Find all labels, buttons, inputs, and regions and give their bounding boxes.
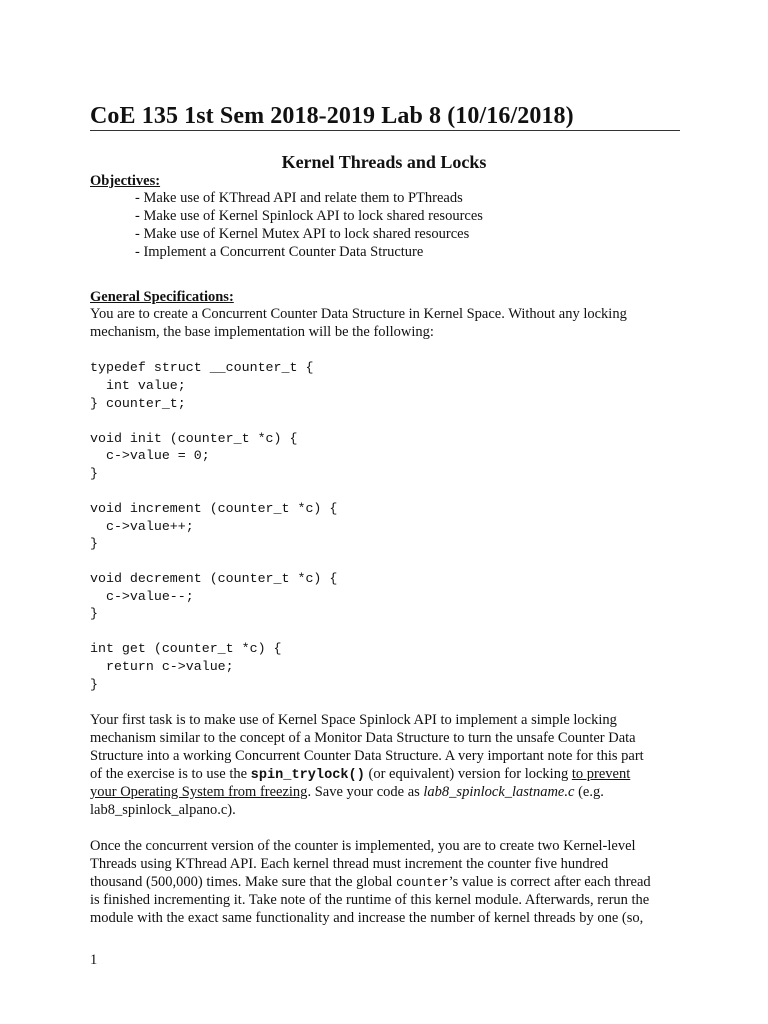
first-task-line: lab8_spinlock_alpano.c). — [90, 802, 236, 818]
general-spec-line: mechanism, the base implementation will be the following: — [90, 324, 434, 340]
first-task-line — [90, 766, 630, 783]
second-task-text: thousand (500,000) times. Make sure that the global — [90, 874, 397, 890]
first-task-text: (e.g. — [574, 784, 604, 800]
code-line: c->value = 0; — [90, 448, 210, 463]
code-line: } counter_t; — [90, 396, 186, 411]
document-title: CoE 135 1st Sem 2018-2019 Lab 8 (10/16/2018) — [90, 103, 574, 129]
filename-italic: lab8_spinlock_lastname.c — [423, 784, 575, 800]
counter-code: counter — [396, 876, 449, 890]
objective-item: - Make use of Kernel Mutex API to lock shared resources — [135, 226, 470, 242]
code-line: void increment (counter_t *c) { — [90, 501, 338, 516]
second-task-text: ’s value is correct after each thread — [448, 874, 651, 890]
first-task-line: Your first task is to make use of Kernel Space Spinlock API to implement a simple locking — [90, 712, 617, 728]
first-task-text: of the exercise is to use the — [90, 766, 251, 782]
first-task-line: Structure into a working Concurrent Counter Data Structure. A very important note for this part — [90, 748, 644, 764]
page-number: 1 — [90, 952, 98, 968]
code-line: typedef struct __counter_t { — [90, 360, 314, 375]
spin-trylock-code: spin_trylock() — [250, 768, 365, 783]
emphasis-underline: your Operating System from freezing — [90, 784, 308, 800]
objective-item: - Implement a Concurrent Counter Data Structure — [135, 244, 424, 260]
title-divider — [90, 130, 680, 131]
code-line: c->value++; — [90, 519, 194, 534]
code-line: int value; — [90, 378, 186, 393]
code-line: } — [90, 536, 98, 551]
first-task-text: (or equivalent) version for locking — [364, 766, 572, 782]
first-task-line: mechanism similar to the concept of a Monitor Data Structure to turn the unsafe Counter Data — [90, 730, 636, 746]
document-subtitle: Kernel Threads and Locks — [281, 152, 487, 172]
code-line: void decrement (counter_t *c) { — [90, 571, 338, 586]
second-task-line: Threads using KThread API. Each kernel thread must increment the counter five hundred — [90, 856, 609, 872]
code-line: void init (counter_t *c) { — [90, 431, 298, 446]
code-line: } — [90, 677, 98, 692]
objective-item: - Make use of KThread API and relate them to PThreads — [135, 190, 463, 206]
emphasis-underline: to prevent — [571, 766, 631, 782]
general-spec-heading: General Specifications: — [90, 289, 234, 305]
objective-item: - Make use of Kernel Spinlock API to lock shared resources — [135, 208, 483, 224]
code-line: } — [90, 466, 98, 481]
code-line: } — [90, 606, 98, 621]
first-task-line — [90, 784, 604, 801]
general-spec-line: You are to create a Concurrent Counter Data Structure in Kernel Space. Without any locking — [90, 306, 627, 322]
code-line: int get (counter_t *c) { — [90, 641, 282, 656]
objectives-heading: Objectives: — [90, 173, 161, 189]
second-task-line: Once the concurrent version of the counter is implemented, you are to create two Kernel-level — [90, 838, 636, 854]
code-line: c->value--; — [90, 589, 194, 604]
code-line: return c->value; — [90, 659, 234, 674]
second-task-line: module with the exact same functionality and increase the number of kernel threads by one (so, — [90, 910, 644, 926]
first-task-text: . Save your code as — [307, 784, 424, 800]
second-task-line: is finished incrementing it. Take note of the runtime of this kernel module. Afterwards, rerun the — [90, 892, 650, 908]
second-task-line — [90, 874, 651, 891]
